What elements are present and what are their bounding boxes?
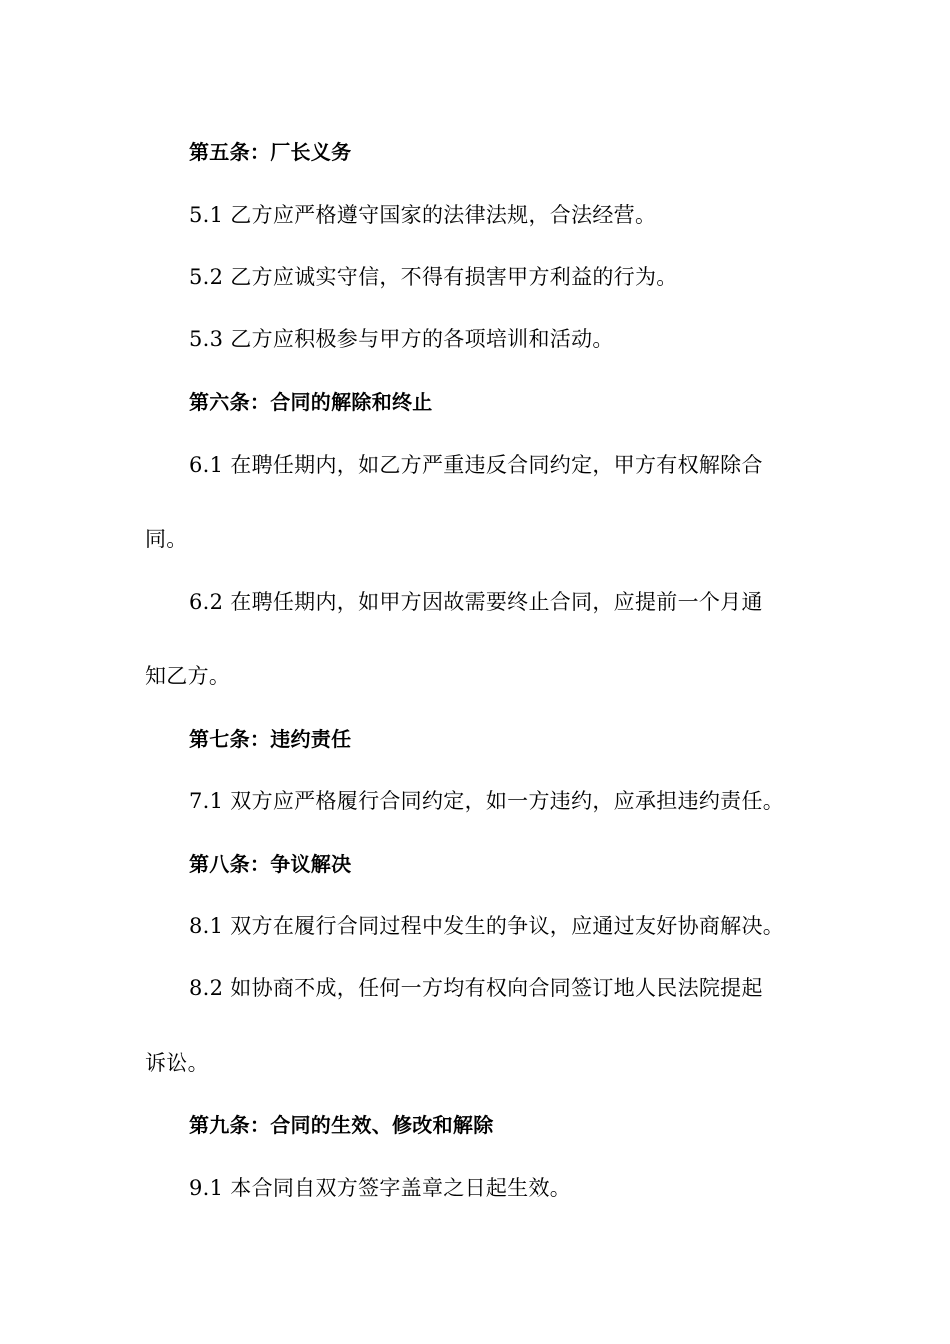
article-6-heading: 第六条：合同的解除和终止 <box>189 390 433 414</box>
clause-6-2-line-1: 6.2 在聘任期内，如甲方因故需要终止合同，应提前一个月通 <box>189 590 763 614</box>
clause-6-1-line-2: 同。 <box>145 527 188 551</box>
article-5-heading: 第五条：厂长义务 <box>189 140 352 164</box>
clause-6-1-line-1: 6.1 在聘任期内，如乙方严重违反合同约定，甲方有权解除合 <box>189 453 763 477</box>
clause-8-2-line-2: 诉讼。 <box>145 1051 209 1075</box>
clause-6-2-line-2: 知乙方。 <box>145 664 231 688</box>
clause-8-1: 8.1 双方在履行合同过程中发生的争议，应通过友好协商解决。 <box>189 914 785 938</box>
clause-7-1: 7.1 双方应严格履行合同约定，如一方违约，应承担违约责任。 <box>189 789 785 813</box>
article-8-heading: 第八条：争议解决 <box>189 852 352 876</box>
clause-5-3: 5.3 乙方应积极参与甲方的各项培训和活动。 <box>189 327 614 351</box>
article-9-heading: 第九条：合同的生效、修改和解除 <box>189 1113 494 1137</box>
clause-5-1: 5.1 乙方应严格遵守国家的法律法规，合法经营。 <box>189 203 657 227</box>
clause-9-1: 9.1 本合同自双方签字盖章之日起生效。 <box>189 1176 572 1200</box>
clause-5-2: 5.2 乙方应诚实守信，不得有损害甲方利益的行为。 <box>189 265 678 289</box>
article-7-heading: 第七条：违约责任 <box>189 727 352 751</box>
clause-8-2-line-1: 8.2 如协商不成，任何一方均有权向合同签订地人民法院提起 <box>189 976 763 1000</box>
